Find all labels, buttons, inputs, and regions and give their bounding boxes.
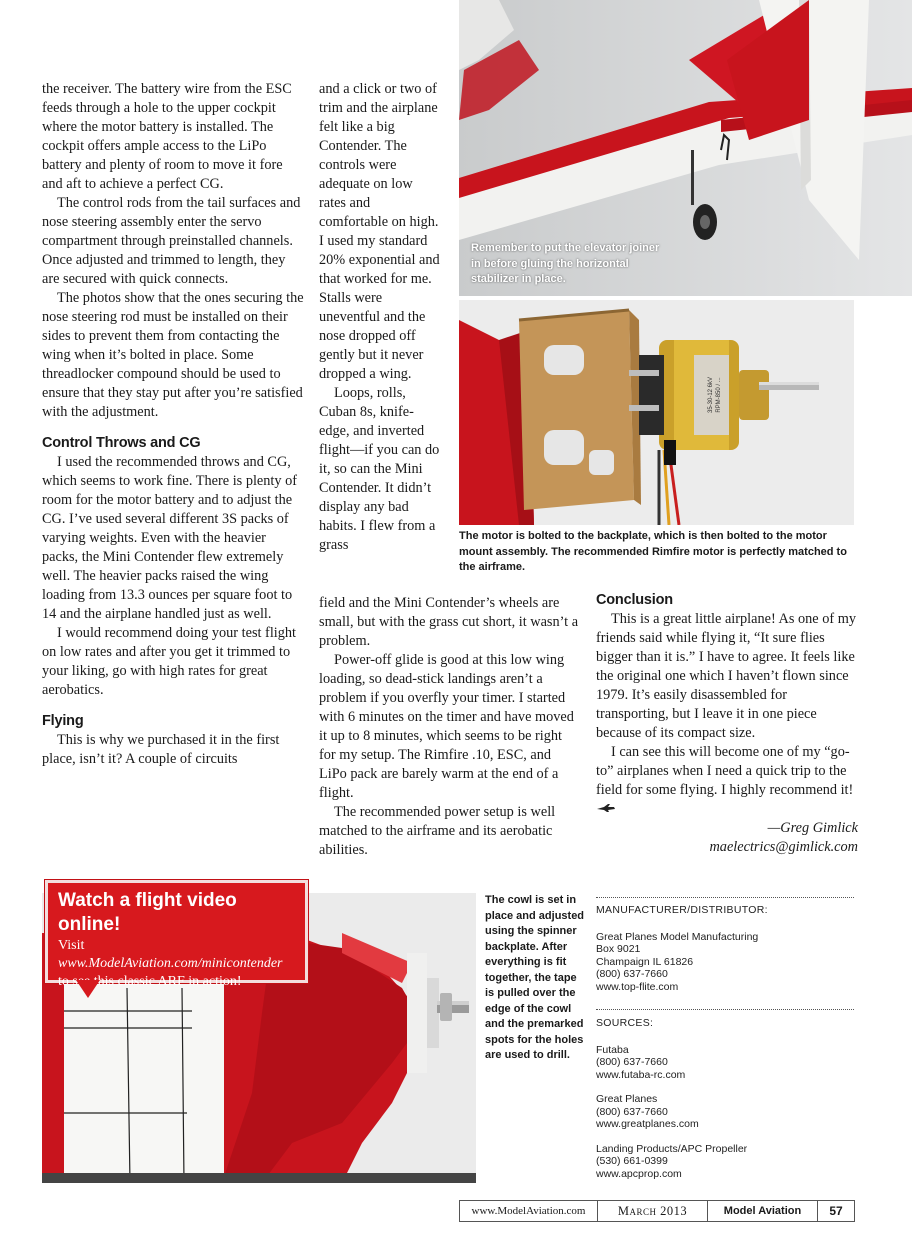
video-callout <box>45 880 308 989</box>
paragraph: The recommended power setup is well matched to the airframe and its aerobatic abilities. <box>319 804 556 858</box>
paragraph: The photos show that the ones securing the nose steering rod must be installed on their sides to prevent them from contacting the wing when it’s bolted in place. Some threadlocker compound should be used to ensure that they stay put after you’re satisfied with the adjustment. <box>42 290 304 420</box>
callout-title: Watch a flight video online! <box>58 890 237 935</box>
manufacturer-box <box>596 904 854 993</box>
source-website[interactable]: www.apcprop.com <box>596 1167 682 1180</box>
footer-issue-date: March 2013 <box>598 1201 708 1221</box>
article-column-1 <box>42 80 304 769</box>
divider <box>596 1009 854 1010</box>
paragraph: Power-off glide is good at this low wing loading, so dead-stick landings aren’t a problem if you overfly your timer. I started with 6 minutes on the timer and have moved it up to 8 minutes, which seems to be right for my setup. The Rimfire .10, ESC, and LiPo pack are barely warm at the end of a flight. <box>319 652 574 801</box>
callout-pointer <box>76 980 100 998</box>
source-name: Landing Products/APC Propeller <box>596 1142 748 1155</box>
divider <box>596 897 854 898</box>
motor-label-text: 35-30-12 6kV <box>708 376 714 414</box>
paragraph: Loops, rolls, Cuban 8s, knife-edge, and inverted flight—if you can do it, so can the Mini Contender. It didn’t display any bad habits. I flew from a grass <box>319 385 440 553</box>
page-number: 57 <box>829 1204 843 1218</box>
source-name: Futaba <box>596 1043 629 1056</box>
paragraph: field and the Mini Contender’s wheels are small, but with the grass cut short, it wasn’t a problem. <box>319 595 579 649</box>
source-phone: (800) 637-7660 <box>596 1056 668 1068</box>
source-item <box>596 1143 854 1181</box>
paragraph: I can see this will become one of my “go-to” airplanes when I need a quick trip to the field for some flying. I highly recommend it! <box>596 743 858 819</box>
source-item <box>596 1044 854 1082</box>
page-footer <box>459 1200 855 1222</box>
source-name: Great Planes <box>596 1093 658 1105</box>
caption-motor: The motor is bolted to the backplate, which is then bolted to the motor mount assembly. The recommended Rimfire motor is perfectly matched to the airframe. <box>459 530 847 573</box>
section-heading-flying: Flying <box>42 713 84 729</box>
source-item <box>596 1093 854 1131</box>
paragraph: This is a great little airplane! As one of my friends said while flying it, “It sure flies bigger than it is.” I have to agree. It feels like the original one which I haven’t flown since 1979. It’s easily disassembled for transporting, but I leave it in one piece because of its compact size. <box>596 611 856 741</box>
sources-heading: SOURCES: <box>596 1017 654 1029</box>
caption-cowl: The cowl is set in place and adjusted using the spinner backplate. After everything is fit together, the tape is pulled over the edge of the cowl and the premarked spots for the holes are used to drill. <box>485 894 585 1061</box>
source-phone: (800) 637-7660 <box>596 1105 668 1118</box>
manufacturer-city: Champaign IL 61826 <box>596 955 694 968</box>
author-email: maelectrics@gimlick.com <box>709 839 858 855</box>
photo-tail-assembly <box>459 0 912 296</box>
manufacturer-heading: MANUFACTURER/DISTRIBUTOR: <box>596 904 768 916</box>
manufacturer-name: Great Planes Model Manufacturing <box>596 930 759 943</box>
caption-tail: Remember to put the elevator joiner in before gluing the horizontal stabilizer in place. <box>471 242 660 285</box>
paragraph: This is why we purchased it in the first place, isn’t it? A couple of circuits <box>42 732 280 767</box>
section-heading-conclusion: Conclusion <box>596 592 673 608</box>
source-phone: (530) 661-0399 <box>596 1155 668 1167</box>
article-column-2-bottom <box>319 594 581 860</box>
article-column-2-top <box>319 80 441 555</box>
motor-label-text: RPM-850 / ... <box>716 377 722 413</box>
article-column-3 <box>596 590 858 857</box>
video-link[interactable]: www.ModelAviation.com/minicontender <box>58 956 283 971</box>
callout-text: Visit www.ModelAviation.com/minicontender to see this classic ARF in action! <box>58 938 283 989</box>
paragraph: and a click or two of trim and the airplane felt like a big Contender. The controls were adequate on low rates and comfortable on high. I used my standard 20% exponential and that worked for me. Stalls were uneventful and the nose dropped off gently but it never dropped a wing. <box>319 81 440 382</box>
footer-magazine-name: Model Aviation <box>708 1201 818 1221</box>
manufacturer-website[interactable]: www.top-flite.com <box>596 980 679 993</box>
sources-box <box>596 1017 854 1180</box>
paragraph: I used the recommended throws and CG, which seems to work fine. There is plenty of room for the motor battery and to adjust the CG. I’ve used several different 3S packs of varying weights. Even with the heavier packs, the Mini Contender flew extremely well. The heavier packs raised the wing loading from 13.3 ounces per square foot to 14 and the airplane handled just as well. <box>42 454 298 622</box>
motor-illustration <box>459 300 854 525</box>
paragraph: I would recommend doing your test flight on low rates and after you get it trimmed to your liking, go with high rates for great aerobatics. <box>42 625 297 698</box>
section-heading-control-throws: Control Throws and CG <box>42 435 201 451</box>
paragraph: The control rods from the tail surfaces and nose steering assembly enter the servo compartment through preinstalled channels. Once adjusted and trimmed to length, they are secured with quick connects. <box>42 195 301 287</box>
manufacturer-box-address: Box 9021 <box>596 943 641 955</box>
photo-motor-mount <box>459 300 854 525</box>
paragraph: the receiver. The battery wire from the ESC feeds through a hole to the upper cockpit where the motor battery is installed. The cockpit offers ample access to the LiPo battery and plenty of room to move it fore and aft to achieve a perfect CG. <box>42 81 292 192</box>
author-signature: —Greg Gimlick <box>767 820 858 836</box>
manufacturer-phone: (800) 637-7660 <box>596 968 668 980</box>
source-website[interactable]: www.greatplanes.com <box>596 1118 699 1130</box>
footer-website[interactable]: www.ModelAviation.com <box>460 1201 598 1221</box>
source-website[interactable]: www.futaba-rc.com <box>596 1068 686 1081</box>
end-mark-airplane-icon <box>596 803 616 813</box>
